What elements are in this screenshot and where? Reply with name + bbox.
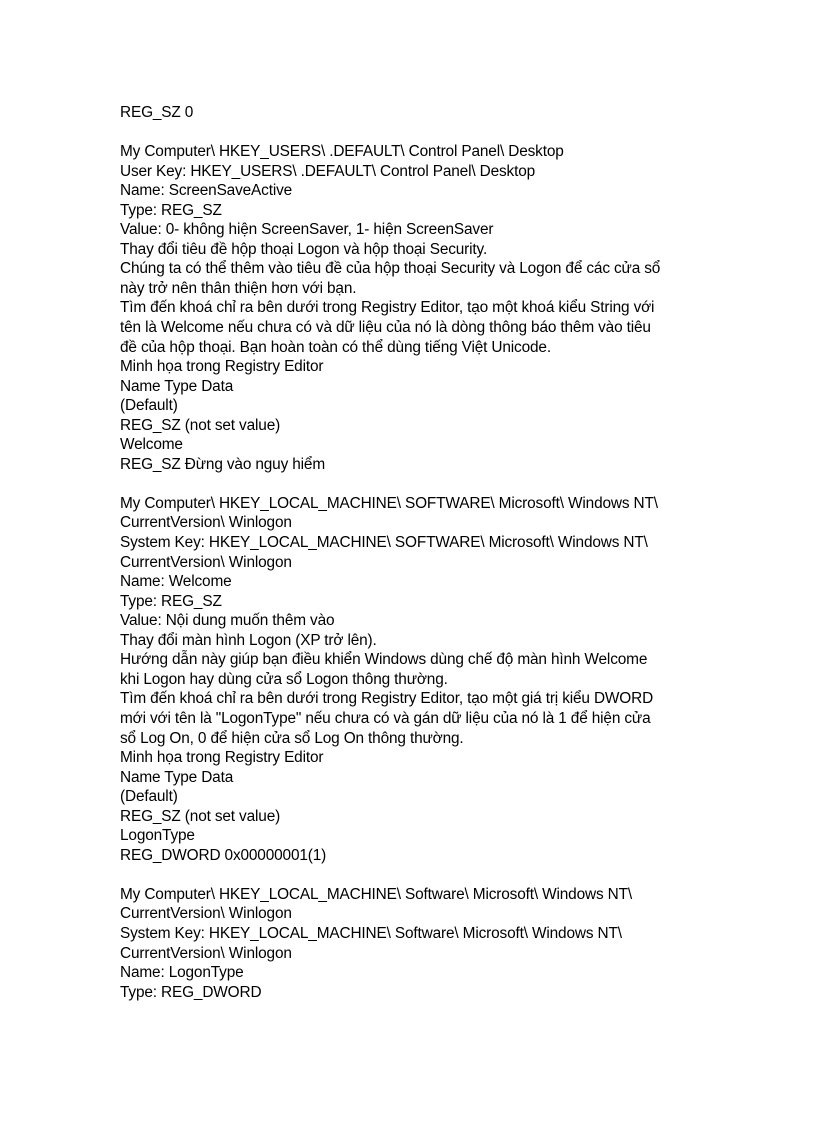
text-line: Value: 0- không hiện ScreenSaver, 1- hiện ScreenSaver [120,221,494,239]
text-line: Hướng dẫn này giúp bạn điều khiển Windows dùng chế độ màn hình Welcome [120,651,648,669]
text-line: REG_SZ (not set value) [120,807,281,825]
document-body [120,103,710,1002]
text-line: khi Logon hay dùng cửa sổ Logon thông thường. [120,670,448,688]
text-line: sổ Log On, 0 để hiện cửa sổ Log On thông thường. [120,729,464,747]
text-line: REG_DWORD 0x00000001(1) [120,846,327,864]
text-line: Type: REG_SZ [120,201,222,219]
text-line: tên là Welcome nếu chưa có và dữ liệu của nó là dòng thông báo thêm vào tiêu [120,319,651,337]
text-line: Thay đổi màn hình Logon (XP trở lên). [120,631,377,649]
text-line: mới với tên là "LogonType" nếu chưa có và gán dữ liệu của nó là 1 để hiện cửa [120,709,651,727]
text-line: Name Type Data [120,768,234,786]
text-line: Minh họa trong Registry Editor [120,749,324,767]
text-line: CurrentVersion\ Winlogon [120,944,292,962]
text-line: (Default) [120,397,178,415]
text-line: Tìm đến khoá chỉ ra bên dưới trong Registry Editor, tạo một giá trị kiểu DWORD [120,690,654,708]
text-line: My Computer\ HKEY_USERS\ .DEFAULT\ Control Panel\ Desktop [120,143,564,161]
blank-line [120,474,710,494]
text-line: CurrentVersion\ Winlogon [120,905,292,923]
text-line: Type: REG_SZ [120,592,222,610]
text-line: CurrentVersion\ Winlogon [120,553,292,571]
text-line: Minh họa trong Registry Editor [120,358,324,376]
text-line: LogonType [120,827,195,845]
text-line: My Computer\ HKEY_LOCAL_MACHINE\ SOFTWARE\ Microsoft\ Windows NT\ [120,494,658,512]
text-line: Name Type Data [120,377,234,395]
text-line: Welcome [120,436,183,454]
text-line: Value: Nội dung muốn thêm vào [120,612,335,630]
text-line: Name: Welcome [120,573,232,591]
text-line: Name: LogonType [120,964,244,982]
text-line: System Key: HKEY_LOCAL_MACHINE\ Software\ Microsoft\ Windows NT\ [120,924,622,942]
blank-line [120,865,710,885]
text-line: Tìm đến khoá chỉ ra bên dưới trong Registry Editor, tạo một khoá kiểu String với [120,299,655,317]
text-line: REG_SZ (not set value) [120,416,281,434]
text-line: CurrentVersion\ Winlogon [120,514,292,532]
text-line: (Default) [120,788,178,806]
text-line: REG_SZ Đừng vào nguy hiểm [120,455,326,473]
text-line: User Key: HKEY_USERS\ .DEFAULT\ Control Panel\ Desktop [120,162,536,180]
text-line: Name: ScreenSaveActive [120,182,293,200]
text-line: Thay đổi tiêu đề hộp thoại Logon và hộp thoại Security. [120,240,488,258]
text-line: REG_SZ 0 [120,104,194,121]
text-line: Chúng ta có thể thêm vào tiêu đề của hộp thoại Security và Logon để các cửa sổ [120,260,661,278]
blank-line [120,123,710,143]
text-line: System Key: HKEY_LOCAL_MACHINE\ SOFTWARE\ Microsoft\ Windows NT\ [120,534,648,552]
text-line: đề của hộp thoại. Bạn hoàn toàn có thể dùng tiếng Việt Unicode. [120,338,551,356]
text-line: Type: REG_DWORD [120,983,262,1001]
text-line: My Computer\ HKEY_LOCAL_MACHINE\ Software\ Microsoft\ Windows NT\ [120,885,632,903]
text-line: này trở nên thân thiện hơn với bạn. [120,279,357,297]
